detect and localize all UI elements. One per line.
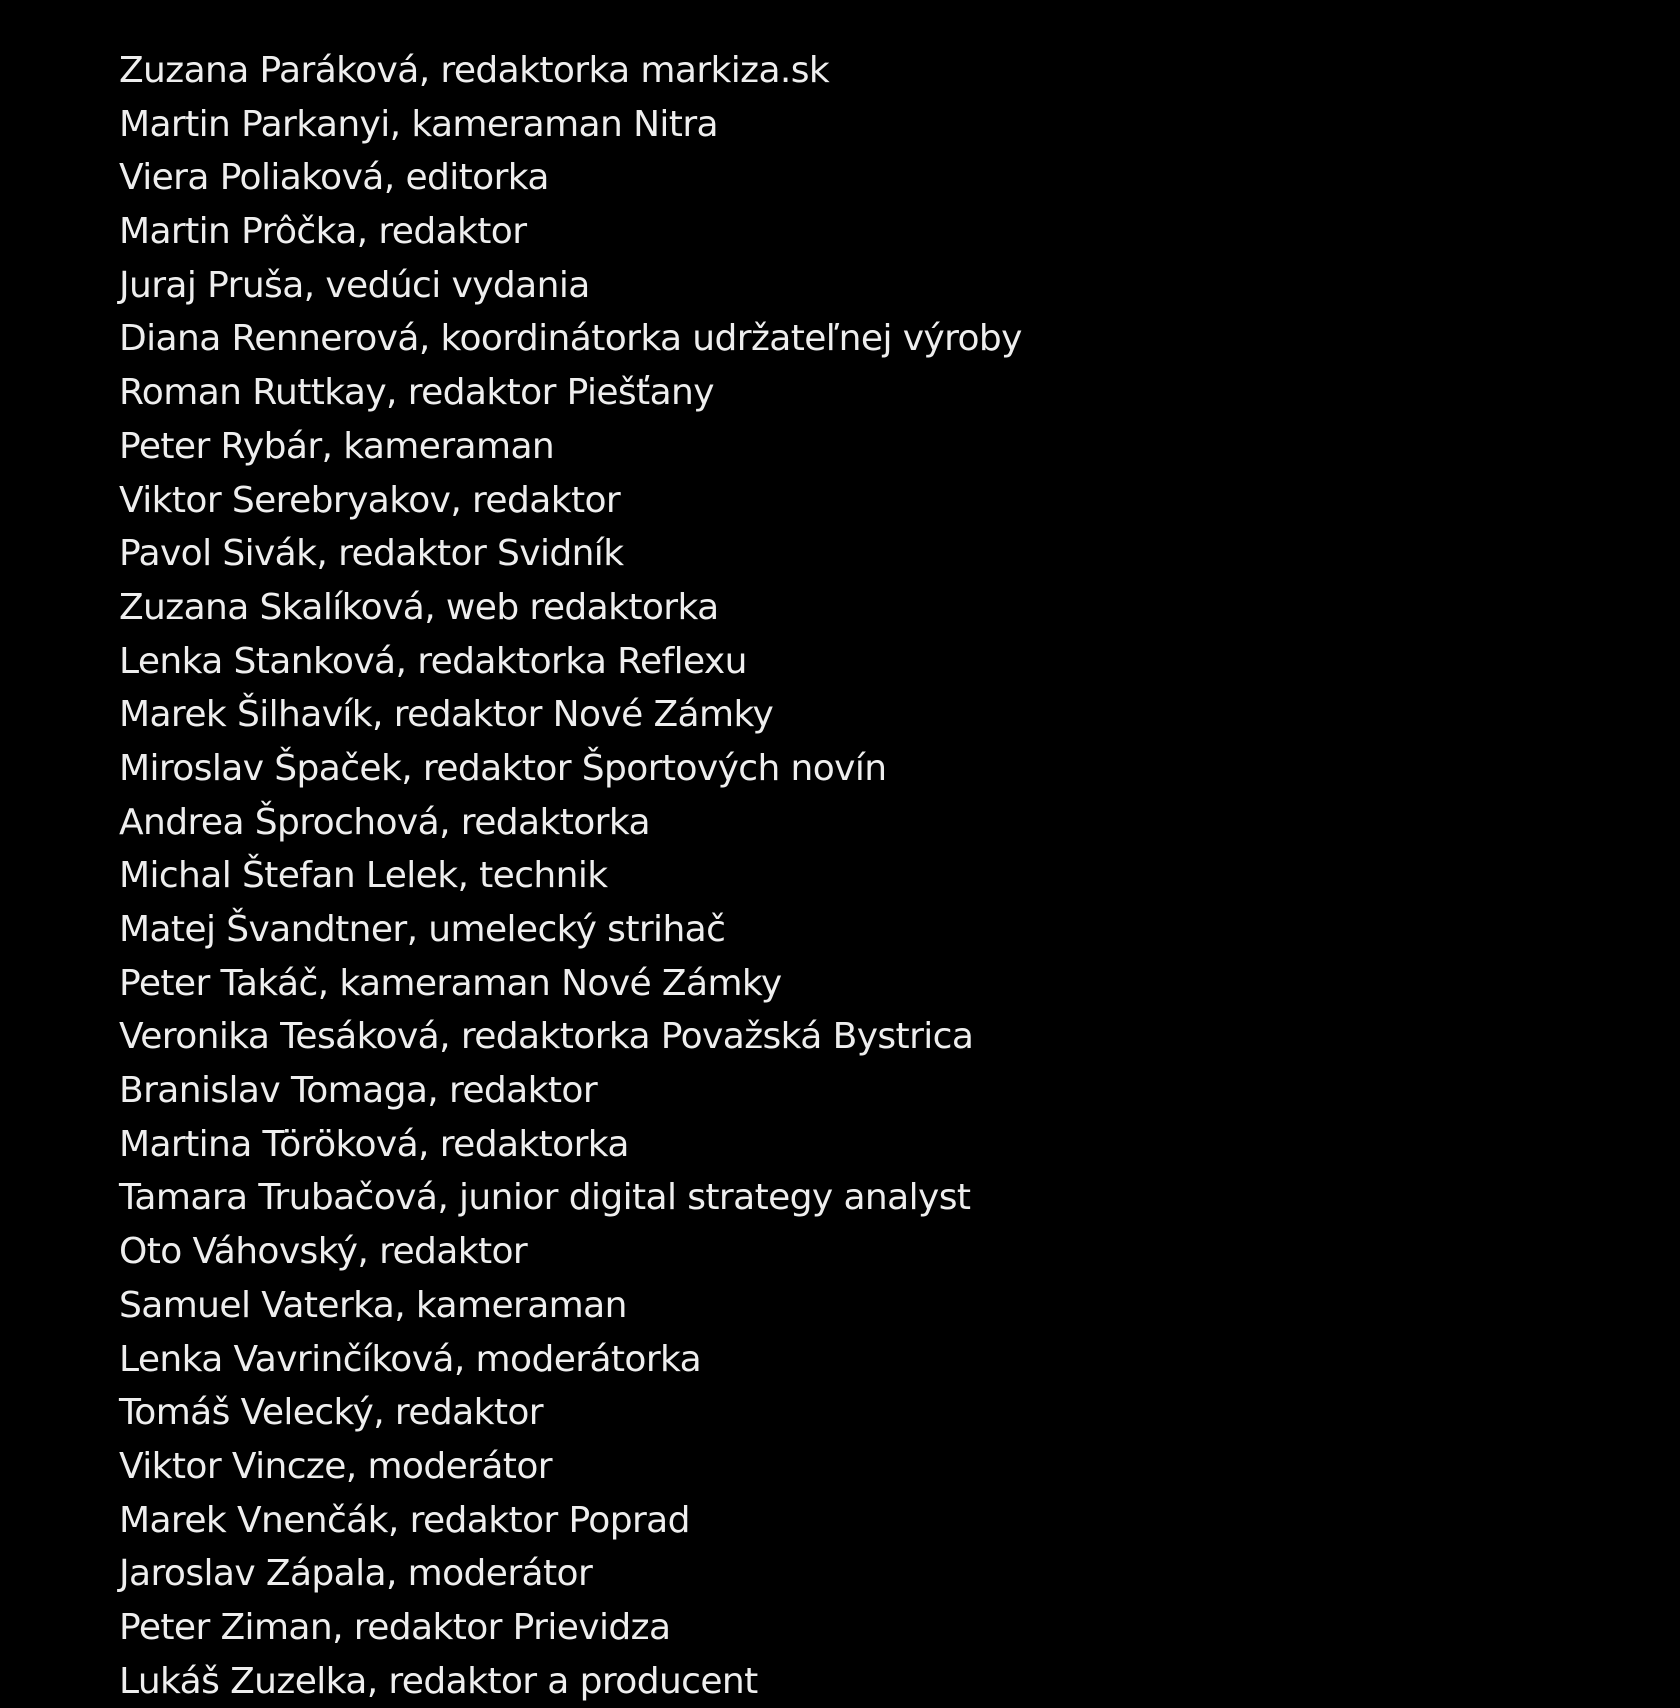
credit-line: Miroslav Špaček, redaktor Športových novín [119,747,887,789]
credit-line: Lukáš Zuzelka, redaktor a producent [119,1660,758,1702]
credit-line: Viktor Vincze, moderátor [119,1445,552,1487]
credit-line: Andrea Šprochová, redaktorka [119,801,650,843]
credit-line: Roman Ruttkay, redaktor Piešťany [119,372,714,414]
credit-line: Samuel Vaterka, kameraman [119,1284,627,1326]
credit-line: Peter Takáč, kameraman Nové Zámky [119,962,782,1004]
credit-line: Tamara Trubačová, junior digital strategy analyst [119,1177,971,1219]
credits-list [119,44,1022,1708]
credit-line: Zuzana Paráková, redaktorka markiza.sk [119,50,830,91]
credit-line: Oto Váhovský, redaktor [119,1231,528,1273]
credit-line: Matej Švandtner, umelecký strihač [119,909,726,950]
credit-line: Lenka Vavrinčíková, moderátorka [119,1338,702,1380]
credit-line: Peter Rybár, kameraman [119,425,555,467]
credit-line: Martina Töröková, redaktorka [119,1123,629,1165]
credit-line: Lenka Stanková, redaktorka Reflexu [119,640,747,682]
credit-line: Pavol Sivák, redaktor Svidník [119,533,624,575]
credit-line: Veronika Tesáková, redaktorka Považská Bystrica [119,1016,974,1058]
credit-line: Jaroslav Zápala, moderátor [119,1553,593,1595]
credit-line: Zuzana Skalíková, web redaktorka [119,586,719,628]
credit-line: Viktor Serebryakov, redaktor [119,479,621,521]
credit-line: Michal Štefan Lelek, technik [119,855,608,897]
credit-line: Juraj Pruša, vedúci vydania [119,264,590,306]
credit-line: Tomáš Velecký, redaktor [119,1392,543,1434]
credit-line: Martin Parkanyi, kameraman Nitra [119,103,718,145]
credit-line: Peter Ziman, redaktor Prievidza [119,1606,671,1648]
credit-line: Viera Poliaková, editorka [119,157,549,199]
credit-line: Marek Šilhavík, redaktor Nové Zámky [119,694,774,736]
credit-line: Marek Vnenčák, redaktor Poprad [119,1499,690,1541]
credit-line: Martin Prôčka, redaktor [119,211,527,253]
credit-line: Diana Rennerová, koordinátorka udržateľnej výroby [119,318,1022,360]
credit-line: Branislav Tomaga, redaktor [119,1070,598,1112]
